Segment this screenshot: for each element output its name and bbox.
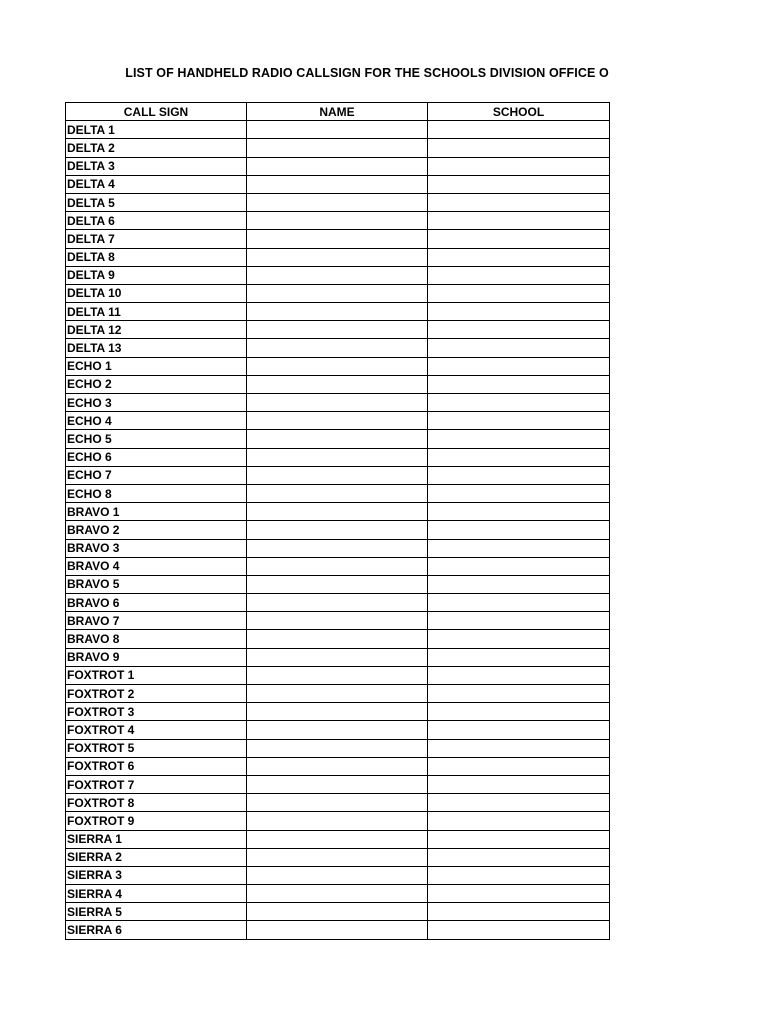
school-cell (428, 685, 610, 703)
table-row (66, 484, 610, 502)
name-cell (247, 885, 428, 903)
school-cell (428, 503, 610, 521)
school-cell (428, 484, 610, 502)
call-sign-cell: SIERRA 2 (66, 848, 247, 866)
table-row (66, 248, 610, 266)
table-row (66, 739, 610, 757)
document-title: LIST OF HANDHELD RADIO CALLSIGN FOR THE SCHOOLS DIVISION OFFICE O (125, 66, 609, 80)
school-cell (428, 266, 610, 284)
name-cell (247, 212, 428, 230)
call-sign-cell: ECHO 2 (66, 375, 247, 393)
school-cell (428, 594, 610, 612)
callsign-table (65, 102, 610, 940)
call-sign-cell: ECHO 8 (66, 484, 247, 502)
school-cell (428, 412, 610, 430)
name-cell (247, 903, 428, 921)
table-row (66, 866, 610, 884)
call-sign-cell: FOXTROT 7 (66, 775, 247, 793)
column-header-school: SCHOOL (428, 103, 610, 121)
name-cell (247, 721, 428, 739)
name-cell (247, 394, 428, 412)
call-sign-cell: ECHO 1 (66, 357, 247, 375)
table-row (66, 321, 610, 339)
call-sign-cell: DELTA 4 (66, 175, 247, 193)
school-cell (428, 193, 610, 211)
school-cell (428, 921, 610, 939)
school-cell (428, 175, 610, 193)
table-header-row (66, 103, 610, 121)
table-row (66, 885, 610, 903)
call-sign-cell: ECHO 7 (66, 466, 247, 484)
name-cell (247, 557, 428, 575)
name-cell (247, 484, 428, 502)
school-cell (428, 230, 610, 248)
table-row (66, 448, 610, 466)
school-cell (428, 739, 610, 757)
call-sign-cell: FOXTROT 3 (66, 703, 247, 721)
school-cell (428, 866, 610, 884)
table-row (66, 339, 610, 357)
name-cell (247, 630, 428, 648)
name-cell (247, 739, 428, 757)
table-row (66, 175, 610, 193)
name-cell (247, 648, 428, 666)
table-row (66, 357, 610, 375)
school-cell (428, 157, 610, 175)
name-cell (247, 812, 428, 830)
school-cell (428, 630, 610, 648)
table-row (66, 666, 610, 684)
school-cell (428, 284, 610, 302)
name-cell (247, 575, 428, 593)
school-cell (428, 430, 610, 448)
table-row (66, 903, 610, 921)
school-cell (428, 885, 610, 903)
call-sign-cell: BRAVO 4 (66, 557, 247, 575)
school-cell (428, 648, 610, 666)
school-cell (428, 903, 610, 921)
school-cell (428, 557, 610, 575)
column-header-name: NAME (247, 103, 428, 121)
table-row (66, 648, 610, 666)
school-cell (428, 794, 610, 812)
call-sign-cell: DELTA 11 (66, 303, 247, 321)
call-sign-cell: DELTA 10 (66, 284, 247, 302)
table-row (66, 521, 610, 539)
call-sign-cell: DELTA 3 (66, 157, 247, 175)
name-cell (247, 757, 428, 775)
school-cell (428, 339, 610, 357)
name-cell (247, 466, 428, 484)
table-row (66, 557, 610, 575)
name-cell (247, 503, 428, 521)
name-cell (247, 157, 428, 175)
table-row (66, 503, 610, 521)
table-row (66, 139, 610, 157)
table-row (66, 594, 610, 612)
call-sign-cell: SIERRA 4 (66, 885, 247, 903)
table-row (66, 921, 610, 939)
school-cell (428, 248, 610, 266)
school-cell (428, 830, 610, 848)
table-row (66, 539, 610, 557)
column-header-call-sign: CALL SIGN (66, 103, 247, 121)
table-row (66, 212, 610, 230)
call-sign-cell: FOXTROT 1 (66, 666, 247, 684)
call-sign-cell: FOXTROT 6 (66, 757, 247, 775)
school-cell (428, 521, 610, 539)
table-row (66, 230, 610, 248)
name-cell (247, 375, 428, 393)
table-row (66, 412, 610, 430)
name-cell (247, 339, 428, 357)
call-sign-cell: BRAVO 6 (66, 594, 247, 612)
call-sign-cell: DELTA 8 (66, 248, 247, 266)
call-sign-cell: BRAVO 8 (66, 630, 247, 648)
table-row (66, 284, 610, 302)
name-cell (247, 193, 428, 211)
call-sign-cell: FOXTROT 4 (66, 721, 247, 739)
table-row (66, 575, 610, 593)
school-cell (428, 666, 610, 684)
call-sign-cell: ECHO 5 (66, 430, 247, 448)
call-sign-cell: DELTA 9 (66, 266, 247, 284)
name-cell (247, 412, 428, 430)
school-cell (428, 812, 610, 830)
table-row (66, 812, 610, 830)
name-cell (247, 430, 428, 448)
call-sign-cell: ECHO 6 (66, 448, 247, 466)
call-sign-cell: ECHO 3 (66, 394, 247, 412)
call-sign-cell: DELTA 6 (66, 212, 247, 230)
name-cell (247, 703, 428, 721)
school-cell (428, 775, 610, 793)
school-cell (428, 539, 610, 557)
table-row (66, 375, 610, 393)
table-row (66, 794, 610, 812)
name-cell (247, 612, 428, 630)
table-row (66, 830, 610, 848)
school-cell (428, 721, 610, 739)
name-cell (247, 248, 428, 266)
table-row (66, 394, 610, 412)
table-row (66, 685, 610, 703)
school-cell (428, 703, 610, 721)
call-sign-cell: FOXTROT 2 (66, 685, 247, 703)
table-row (66, 775, 610, 793)
name-cell (247, 448, 428, 466)
name-cell (247, 866, 428, 884)
call-sign-cell: BRAVO 7 (66, 612, 247, 630)
school-cell (428, 394, 610, 412)
call-sign-cell: DELTA 2 (66, 139, 247, 157)
table-row (66, 612, 610, 630)
call-sign-cell: SIERRA 3 (66, 866, 247, 884)
call-sign-cell: BRAVO 9 (66, 648, 247, 666)
school-cell (428, 575, 610, 593)
name-cell (247, 921, 428, 939)
call-sign-cell: BRAVO 3 (66, 539, 247, 557)
table-row (66, 721, 610, 739)
school-cell (428, 357, 610, 375)
call-sign-cell: DELTA 1 (66, 121, 247, 139)
call-sign-cell: DELTA 13 (66, 339, 247, 357)
call-sign-cell: BRAVO 2 (66, 521, 247, 539)
call-sign-cell: DELTA 5 (66, 193, 247, 211)
name-cell (247, 175, 428, 193)
school-cell (428, 375, 610, 393)
name-cell (247, 266, 428, 284)
school-cell (428, 757, 610, 775)
school-cell (428, 321, 610, 339)
table-row (66, 848, 610, 866)
name-cell (247, 139, 428, 157)
name-cell (247, 830, 428, 848)
name-cell (247, 121, 428, 139)
school-cell (428, 448, 610, 466)
name-cell (247, 284, 428, 302)
name-cell (247, 775, 428, 793)
school-cell (428, 612, 610, 630)
table-row (66, 757, 610, 775)
table-row (66, 266, 610, 284)
name-cell (247, 539, 428, 557)
name-cell (247, 230, 428, 248)
name-cell (247, 357, 428, 375)
name-cell (247, 321, 428, 339)
table-row (66, 121, 610, 139)
call-sign-cell: DELTA 12 (66, 321, 247, 339)
table-row (66, 466, 610, 484)
school-cell (428, 139, 610, 157)
call-sign-cell: FOXTROT 5 (66, 739, 247, 757)
table-row (66, 157, 610, 175)
call-sign-cell: BRAVO 5 (66, 575, 247, 593)
call-sign-cell: DELTA 7 (66, 230, 247, 248)
table-body (66, 121, 610, 939)
name-cell (247, 848, 428, 866)
table-row (66, 703, 610, 721)
call-sign-cell: SIERRA 6 (66, 921, 247, 939)
call-sign-cell: ECHO 4 (66, 412, 247, 430)
school-cell (428, 466, 610, 484)
school-cell (428, 848, 610, 866)
call-sign-cell: BRAVO 1 (66, 503, 247, 521)
name-cell (247, 685, 428, 703)
call-sign-cell: SIERRA 1 (66, 830, 247, 848)
name-cell (247, 303, 428, 321)
table-row (66, 193, 610, 211)
name-cell (247, 594, 428, 612)
name-cell (247, 666, 428, 684)
school-cell (428, 121, 610, 139)
call-sign-cell: SIERRA 5 (66, 903, 247, 921)
name-cell (247, 794, 428, 812)
call-sign-cell: FOXTROT 8 (66, 794, 247, 812)
table-row (66, 630, 610, 648)
name-cell (247, 521, 428, 539)
call-sign-cell: FOXTROT 9 (66, 812, 247, 830)
school-cell (428, 212, 610, 230)
school-cell (428, 303, 610, 321)
table-row (66, 430, 610, 448)
table-row (66, 303, 610, 321)
